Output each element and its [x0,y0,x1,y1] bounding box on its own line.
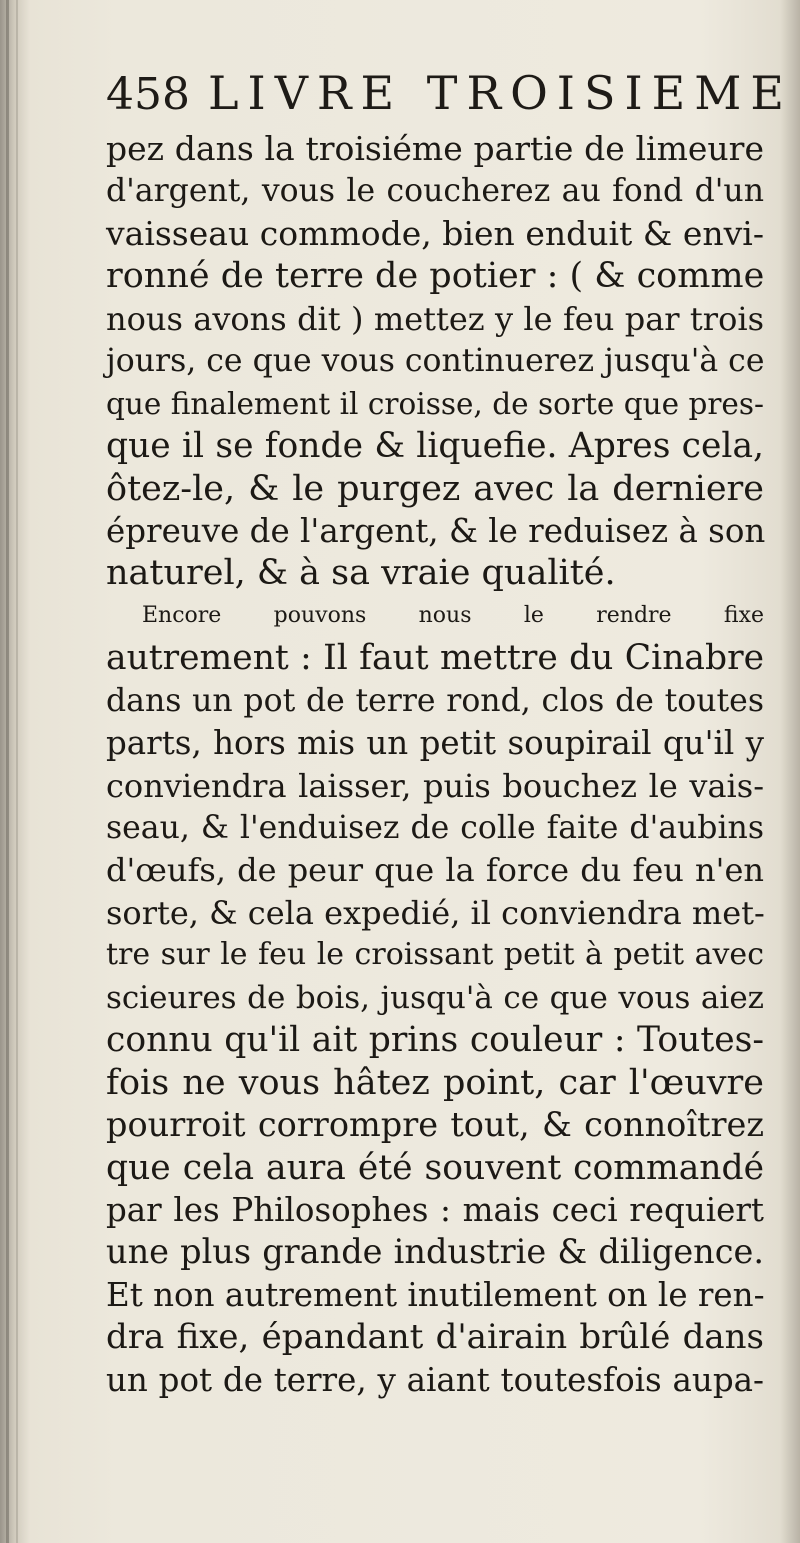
text-line: par les Philosophes : mais ceci requiert [106,1190,764,1229]
binding-gutter-inner [16,0,18,1543]
text-line: autrement : Il faut mettre du Cinabre [106,638,764,679]
text-line: parts, hors mis un petit soupirail qu'il y [106,724,764,763]
binding-gutter [6,0,9,1543]
paragraph-first-line: Encore pouvons nous le rendre fixe [142,602,764,628]
text-line: épreuve de l'argent, & le reduisez à son [106,511,766,550]
text-line: ronné de terre de potier : ( & comme [106,256,765,297]
text-line: que finalement il croisse, de sorte que pres- [106,386,764,421]
text-line: un pot de terre, y aiant toutesfois aupa- [106,1360,764,1399]
paragraph-end-line: naturel, & à sa vraie qualité. [106,553,616,594]
text-line: scieures de bois, jusqu'à ce que vous aiez [106,979,764,1016]
page-number: 458 [106,69,190,120]
text-line: pourroit corrompre tout, & connoîtrez [106,1105,764,1145]
text-line: que cela aura été souvent commandé [106,1147,764,1188]
body-text [106,128,764,1401]
text-line: seau, & l'enduisez de colle faite d'aubins [106,810,764,846]
text-line: nous avons dit ) mettez y le feu par trois [106,299,764,338]
page-header [106,66,793,130]
text-line: jours, ce que vous continuerez jusqu'à ce [106,343,765,380]
text-line: Et non autrement inutilement on le ren- [106,1275,765,1314]
text-line: que il se fonde & liquefie. Apres cela, [106,426,764,467]
text-line: connu qu'il ait prins couleur : Toutes- [106,1020,764,1061]
text-line: tre sur le feu le croissant petit à petit avec [106,937,764,973]
text-line: fois ne vous hâtez point, car l'œuvre [106,1062,764,1103]
text-line: pez dans la troisiéme partie de limeure [106,129,764,168]
text-line: conviendra laisser, puis bouchez le vais- [106,766,764,805]
text-line: d'argent, vous le coucherez au fond d'un [106,173,764,210]
text-line: dans un pot de terre rond, clos de toutes [106,682,764,719]
text-line: une plus grande industrie & diligence. [106,1232,764,1272]
text-line: ôtez-le, & le purgez avec la derniere [106,468,764,509]
text-line: dra fixe, épandant d'airain brûlé dans [106,1317,764,1358]
text-line: sorte, & cela expedié, il conviendra met- [106,893,765,932]
text-line: d'œufs, de peur que la force du feu n'en [106,851,764,890]
text-line: vaisseau commode, bien enduit & envi- [106,213,764,253]
running-head: LIVRE TROISIEME [207,66,793,120]
